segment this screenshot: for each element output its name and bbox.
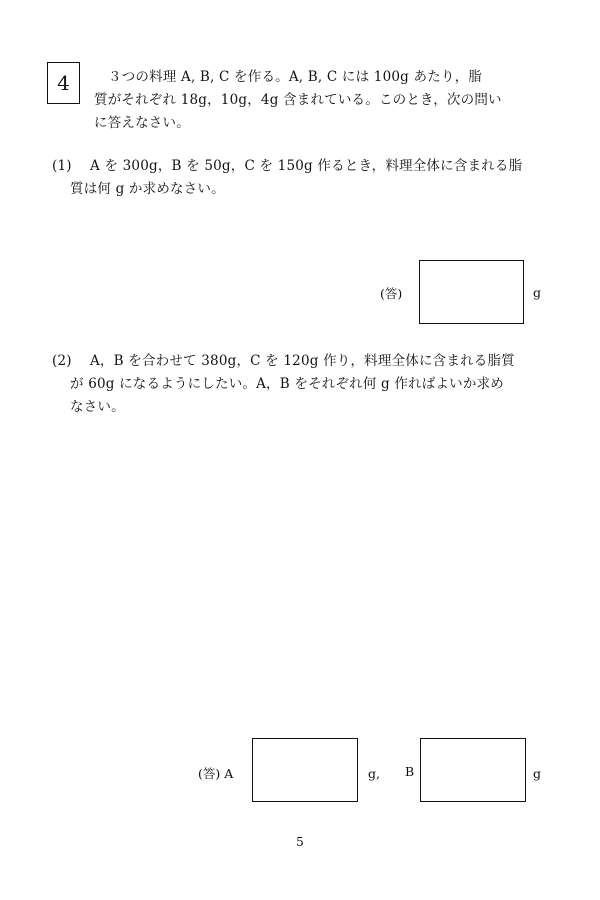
q1-unit: g [533,285,542,300]
q2-answer-box-a[interactable] [252,738,358,802]
q2-label-b: B [405,764,415,779]
q2-answer-label-a: (答) A [198,766,234,781]
q1-line-1: A を 300g，B を 50g，C を 150g 作るとき，料理全体に含まれる脂 [90,158,523,174]
q1-answer-label: (答) [380,286,403,301]
q2-line-2: が 60g になるようにしたい。A，B をそれぞれ何 g 作ればよいか求め [70,376,504,392]
intro-line-1: ３つの料理 A, B, C を作る。A, B, C には 100g あたり，脂 [108,69,482,85]
q2-answer-box-b[interactable] [420,738,526,802]
page-number: 5 [296,835,304,849]
q2-unit-b: g [533,766,542,781]
intro-line-3: に答えなさい。 [94,115,190,131]
q1-answer-box[interactable] [419,260,524,324]
problem-number-box [47,62,80,104]
q2-line-3: なさい。 [70,399,125,415]
q2-label: (2) [52,353,72,369]
intro-line-2: 質がそれぞれ 18g，10g，4g 含まれている。このとき，次の問い [94,92,502,108]
q1-line-2: 質は何 g か求めなさい。 [70,181,225,197]
problem-number: 4 [57,71,70,95]
q2-line-1: A，B を合わせて 380g，C を 120g 作り，料理全体に含まれる脂質 [90,353,515,369]
q2-unit-a: g, [368,766,380,781]
q1-label: (1) [52,158,72,174]
